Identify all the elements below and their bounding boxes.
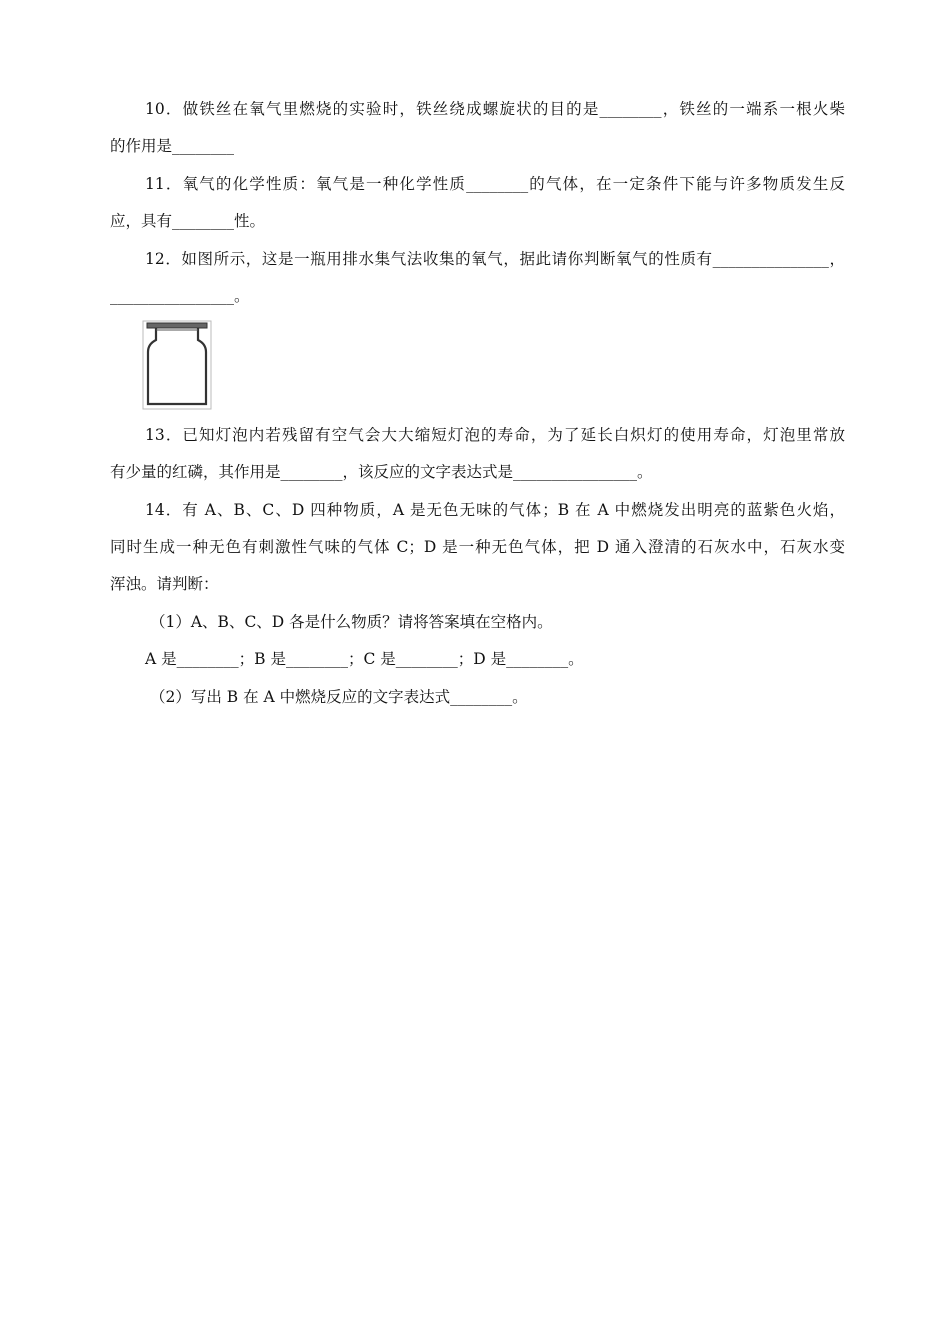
- q12-line-2: ________________。: [110, 287, 250, 305]
- q11-line-1: 11．氧气的化学性质：氧气是一种化学性质________的气体，在一定条件下能与许多物质发生反: [145, 175, 845, 193]
- q14-answers: A 是________；B 是________；C 是________；D 是________。: [145, 650, 584, 668]
- q14-part-2: （2）写出 B 在 A 中燃烧反应的文字表达式________。: [150, 688, 528, 706]
- q13-line-2: 有少量的红磷，其作用是________，该反应的文字表达式是________________。: [110, 463, 653, 481]
- q14-line-3: 浑浊。请判断：: [110, 575, 219, 593]
- gas-bottle-illustration: [142, 320, 212, 410]
- q10-line-2: 的作用是________: [110, 137, 235, 155]
- q14-line-2: 同时生成一种无色有刺激性气味的气体 C；D 是一种无色气体，把 D 通入澄清的石灰水中，石灰水变: [110, 538, 845, 556]
- q14-part-1: （1）A、B、C、D 各是什么物质？请将答案填在空格内。: [150, 613, 553, 631]
- q10-line-1: 10．做铁丝在氧气里燃烧的实验时，铁丝绕成螺旋状的目的是________，铁丝的一端系一根火柴: [145, 100, 845, 118]
- q11-line-2: 应，具有________性。: [110, 212, 266, 230]
- q12-line-1: 12．如图所示，这是一瓶用排水集气法收集的氧气，据此请你判断氧气的性质有_______________，: [145, 250, 845, 268]
- q13-line-1: 13．已知灯泡内若残留有空气会大大缩短灯泡的寿命，为了延长白炽灯的使用寿命，灯泡里常放: [145, 426, 845, 444]
- q14-line-1: 14．有 A、B、C、D 四种物质，A 是无色无味的气体；B 在 A 中燃烧发出明亮的蓝紫色火焰，: [145, 501, 845, 519]
